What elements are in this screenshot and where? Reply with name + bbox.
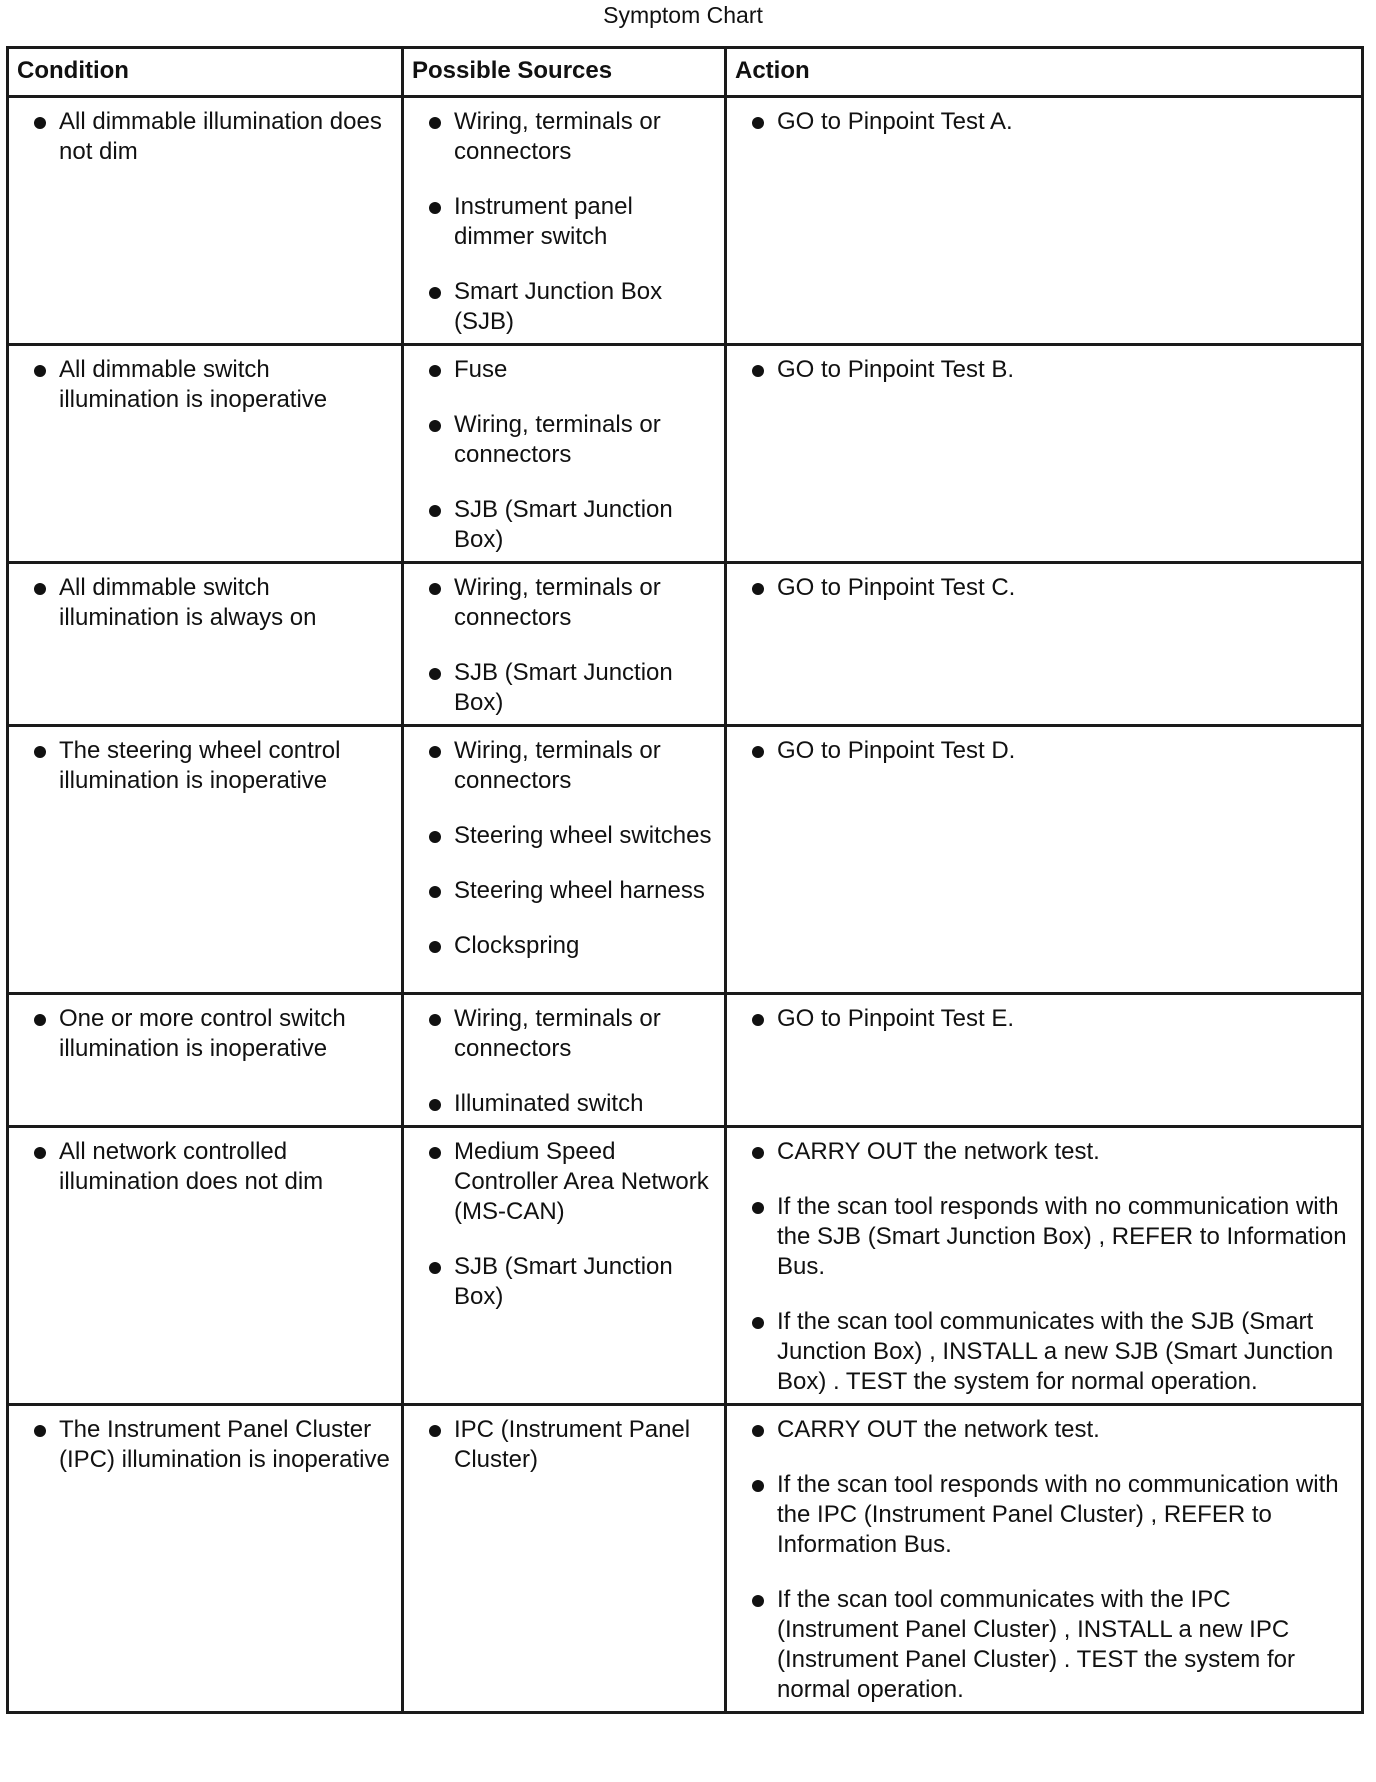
actions-list — [735, 1415, 1353, 1705]
bullet-icon — [752, 1425, 764, 1437]
actions-item — [735, 1137, 1353, 1167]
actions-text: GO to Pinpoint Test B. — [777, 356, 1015, 383]
sources-text: IPC (Instrument Panel Cluster) — [454, 1416, 691, 1473]
bullet-icon — [429, 746, 441, 758]
sources-text: Fuse — [454, 356, 508, 383]
sources-text: Smart Junction Box (SJB) — [454, 278, 663, 335]
actions-item — [735, 573, 1353, 603]
sources-text: Wiring, terminals or connectors — [454, 737, 661, 794]
actions-text: GO to Pinpoint Test A. — [777, 108, 1013, 135]
actions-list — [735, 573, 1353, 603]
condition-item — [17, 1415, 393, 1475]
actions-text: GO to Pinpoint Test C. — [777, 574, 1016, 601]
condition-text: All network controlled illumination does not dim — [59, 1138, 324, 1195]
sources-list — [412, 107, 716, 337]
actions-cell — [726, 563, 1363, 726]
actions-text: CARRY OUT the network test. — [777, 1416, 1100, 1443]
actions-item — [735, 736, 1353, 766]
sources-list — [412, 573, 716, 718]
condition-item — [17, 1137, 393, 1197]
condition-cell — [8, 1127, 403, 1405]
bullet-icon — [429, 583, 441, 595]
bullet-icon — [34, 1147, 46, 1159]
condition-item — [17, 107, 393, 167]
table-row — [8, 994, 1363, 1127]
sources-item — [412, 410, 716, 470]
actions-item — [735, 355, 1353, 385]
sources-text: Wiring, terminals or connectors — [454, 411, 661, 468]
actions-item — [735, 1307, 1353, 1397]
actions-text: GO to Pinpoint Test D. — [777, 737, 1016, 764]
condition-cell — [8, 994, 403, 1127]
sources-text: Wiring, terminals or connectors — [454, 108, 661, 165]
condition-cell — [8, 726, 403, 994]
bullet-icon — [34, 1425, 46, 1437]
table-row — [8, 97, 1363, 345]
actions-list — [735, 355, 1353, 385]
sources-text: Steering wheel harness — [454, 877, 705, 904]
condition-item — [17, 1004, 393, 1064]
sources-list — [412, 355, 716, 555]
sources-cell — [403, 563, 726, 726]
condition-text: The steering wheel control illumination is inoperative — [59, 737, 341, 794]
bullet-icon — [429, 668, 441, 680]
sources-text: Wiring, terminals or connectors — [454, 574, 661, 631]
sources-text: Instrument panel dimmer switch — [454, 193, 633, 250]
condition-cell — [8, 345, 403, 563]
table-row — [8, 345, 1363, 563]
bullet-icon — [752, 117, 764, 129]
condition-item — [17, 355, 393, 415]
condition-cell — [8, 563, 403, 726]
condition-text: All dimmable switch illumination is always on — [59, 574, 317, 631]
sources-text: SJB (Smart Junction Box) — [454, 1253, 673, 1310]
bullet-icon — [429, 365, 441, 377]
condition-list — [17, 1137, 393, 1197]
bullet-icon — [34, 583, 46, 595]
table-row — [8, 726, 1363, 994]
sources-cell — [403, 1405, 726, 1713]
header-condition: Condition — [8, 48, 403, 97]
bullet-icon — [429, 1262, 441, 1274]
bullet-icon — [429, 202, 441, 214]
actions-text: If the scan tool communicates with the IPC (Instrument Panel Cluster) , INSTALL a new IPC (Instrument Panel Cluster) . TEST the system for normal operation. — [777, 1586, 1295, 1703]
bullet-icon — [429, 1425, 441, 1437]
sources-item — [412, 658, 716, 718]
sources-item — [412, 821, 716, 851]
sources-list — [412, 736, 716, 961]
bullet-icon — [34, 746, 46, 758]
table-row — [8, 1405, 1363, 1713]
sources-text: SJB (Smart Junction Box) — [454, 496, 673, 553]
bullet-icon — [429, 505, 441, 517]
actions-cell — [726, 1405, 1363, 1713]
actions-text: GO to Pinpoint Test E. — [777, 1005, 1015, 1032]
header-row — [8, 48, 1363, 97]
actions-text: CARRY OUT the network test. — [777, 1138, 1100, 1165]
bullet-icon — [34, 117, 46, 129]
condition-list — [17, 1415, 393, 1475]
condition-item — [17, 736, 393, 796]
actions-text: If the scan tool communicates with the SJB (Smart Junction Box) , INSTALL a new SJB (Smart Junction Box) . TEST the system for normal operation. — [777, 1308, 1334, 1395]
bullet-icon — [752, 1317, 764, 1329]
bullet-icon — [752, 1014, 764, 1026]
bullet-icon — [429, 831, 441, 843]
actions-item — [735, 1192, 1353, 1282]
sources-cell — [403, 994, 726, 1127]
condition-list — [17, 355, 393, 415]
actions-text: If the scan tool responds with no communication with the SJB (Smart Junction Box) , REFER to Information Bus. — [777, 1193, 1347, 1280]
condition-text: All dimmable illumination does not dim — [59, 108, 382, 165]
condition-text: All dimmable switch illumination is inoperative — [59, 356, 328, 413]
sources-text: Illuminated switch — [454, 1090, 644, 1117]
bullet-icon — [429, 1147, 441, 1159]
bullet-icon — [752, 1595, 764, 1607]
actions-text: If the scan tool responds with no communication with the IPC (Instrument Panel Cluster) , REFER to Information Bus. — [777, 1471, 1339, 1558]
sources-item — [412, 1004, 716, 1064]
sources-list — [412, 1004, 716, 1119]
sources-cell — [403, 97, 726, 345]
condition-list — [17, 736, 393, 796]
actions-item — [735, 1415, 1353, 1445]
actions-list — [735, 107, 1353, 137]
bullet-icon — [752, 583, 764, 595]
condition-cell — [8, 1405, 403, 1713]
condition-list — [17, 573, 393, 633]
sources-text: Steering wheel switches — [454, 822, 712, 849]
sources-cell — [403, 726, 726, 994]
bullet-icon — [429, 886, 441, 898]
actions-list — [735, 736, 1353, 766]
bullet-icon — [429, 941, 441, 953]
condition-text: The Instrument Panel Cluster (IPC) illumination is inoperative — [59, 1416, 390, 1473]
sources-text: Wiring, terminals or connectors — [454, 1005, 661, 1062]
actions-item — [735, 107, 1353, 137]
sources-item — [412, 355, 716, 385]
table-row — [8, 1127, 1363, 1405]
sources-item — [412, 192, 716, 252]
sources-item — [412, 573, 716, 633]
bullet-icon — [752, 1480, 764, 1492]
bullet-icon — [752, 365, 764, 377]
table-row — [8, 563, 1363, 726]
sources-text: Medium Speed Controller Area Network (MS-CAN) — [454, 1138, 709, 1225]
sources-item — [412, 1137, 716, 1227]
actions-cell — [726, 1127, 1363, 1405]
actions-cell — [726, 345, 1363, 563]
sources-item — [412, 1252, 716, 1312]
bullet-icon — [429, 1014, 441, 1026]
sources-text: SJB (Smart Junction Box) — [454, 659, 673, 716]
actions-list — [735, 1004, 1353, 1034]
sources-item — [412, 277, 716, 337]
sources-item — [412, 736, 716, 796]
actions-item — [735, 1585, 1353, 1705]
sources-list — [412, 1415, 716, 1475]
actions-cell — [726, 994, 1363, 1127]
actions-cell — [726, 726, 1363, 994]
symptom-table — [6, 46, 1364, 1714]
bullet-icon — [752, 1202, 764, 1214]
sources-cell — [403, 345, 726, 563]
condition-text: One or more control switch illumination is inoperative — [59, 1005, 346, 1062]
sources-item — [412, 495, 716, 555]
sources-item — [412, 1415, 716, 1475]
sources-list — [412, 1137, 716, 1312]
sources-item — [412, 931, 716, 961]
header-action: Action — [726, 48, 1363, 97]
bullet-icon — [752, 746, 764, 758]
bullet-icon — [34, 1014, 46, 1026]
condition-item — [17, 573, 393, 633]
bullet-icon — [429, 287, 441, 299]
condition-cell — [8, 97, 403, 345]
condition-list — [17, 107, 393, 167]
sources-cell — [403, 1127, 726, 1405]
bullet-icon — [429, 117, 441, 129]
sources-item — [412, 1089, 716, 1119]
sources-item — [412, 876, 716, 906]
sources-text: Clockspring — [454, 932, 580, 959]
actions-list — [735, 1137, 1353, 1397]
actions-item — [735, 1004, 1353, 1034]
bullet-icon — [752, 1147, 764, 1159]
sources-item — [412, 107, 716, 167]
actions-item — [735, 1470, 1353, 1560]
actions-cell — [726, 97, 1363, 345]
header-possible-sources: Possible Sources — [403, 48, 726, 97]
chart-title: Symptom Chart — [603, 2, 763, 28]
condition-list — [17, 1004, 393, 1064]
bullet-icon — [34, 365, 46, 377]
bullet-icon — [429, 420, 441, 432]
bullet-icon — [429, 1099, 441, 1111]
